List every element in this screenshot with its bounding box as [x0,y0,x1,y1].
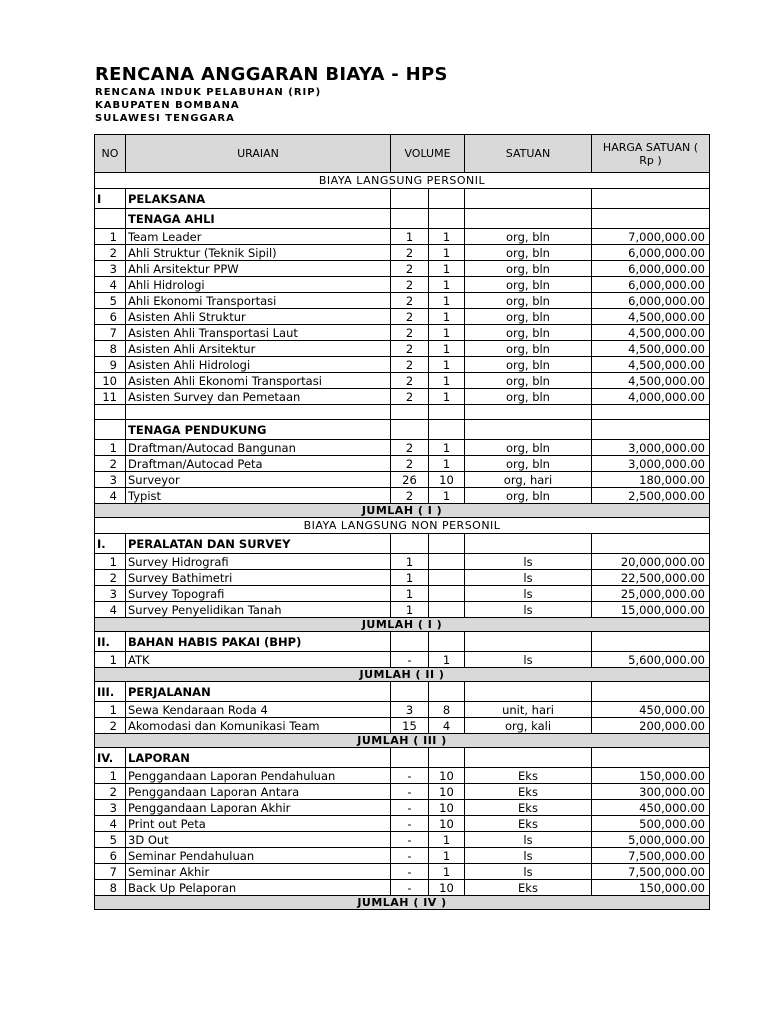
subtotal-label: JUMLAH ( II ) [95,668,710,682]
row-harga-satuan: 4,500,000.00 [592,357,710,373]
row-uraian: Penggandaan Laporan Akhir [126,800,391,816]
row-satuan: org, bln [465,440,592,456]
row-satuan: org, bln [465,389,592,405]
group-row [95,748,710,768]
empty-cell [391,748,429,768]
row-uraian: Asisten Survey dan Pemetaan [126,389,391,405]
table-header-row [95,135,710,173]
row-uraian: Print out Peta [126,816,391,832]
row-harga-satuan: 5,000,000.00 [592,832,710,848]
row-volume-qty: 1 [391,570,429,586]
group-title: BAHAN HABIS PAKAI (BHP) [126,632,391,652]
row-volume-qty: - [391,816,429,832]
row-volume-qty: 2 [391,277,429,293]
row-number: 1 [95,440,126,456]
row-uraian: Penggandaan Laporan Antara [126,784,391,800]
row-number: 2 [95,245,126,261]
row-volume-duration: 1 [429,832,465,848]
subtotal-label: JUMLAH ( III ) [95,734,710,748]
empty-cell [592,534,710,554]
row-satuan: ls [465,652,592,668]
row-volume-qty: 2 [391,357,429,373]
table-row [95,768,710,784]
row-volume-duration [429,570,465,586]
subtotal-label: JUMLAH ( IV ) [95,896,710,910]
group-number [95,209,126,229]
empty-cell [465,534,592,554]
table-row [95,440,710,456]
group-number: III. [95,682,126,702]
table-row [95,309,710,325]
blank-row [95,405,710,420]
empty-cell [391,189,429,209]
row-volume-duration: 1 [429,293,465,309]
empty-cell [592,682,710,702]
row-number: 4 [95,277,126,293]
table-row [95,586,710,602]
row-uraian: Asisten Ahli Struktur [126,309,391,325]
empty-cell [429,534,465,554]
row-satuan: org, hari [465,472,592,488]
row-number: 3 [95,261,126,277]
section-row [95,518,710,534]
row-satuan: org, kali [465,718,592,734]
row-harga-satuan: 500,000.00 [592,816,710,832]
row-uraian: Draftman/Autocad Bangunan [126,440,391,456]
row-volume-duration: 1 [429,864,465,880]
row-harga-satuan: 3,000,000.00 [592,440,710,456]
row-satuan: ls [465,570,592,586]
table-row [95,293,710,309]
row-volume-qty: - [391,768,429,784]
row-harga-satuan: 200,000.00 [592,718,710,734]
header-no: NO [95,135,126,173]
row-volume-duration: 10 [429,784,465,800]
row-harga-satuan: 2,500,000.00 [592,488,710,504]
row-satuan: org, bln [465,261,592,277]
row-uraian: Ahli Arsitektur PPW [126,261,391,277]
row-satuan: org, bln [465,341,592,357]
header-volume: VOLUME [391,135,465,173]
empty-cell [429,420,465,440]
empty-cell [592,748,710,768]
subtotal-row [95,734,710,748]
table-row [95,702,710,718]
table-row [95,277,710,293]
row-satuan: unit, hari [465,702,592,718]
row-number: 4 [95,602,126,618]
row-number: 6 [95,848,126,864]
row-satuan: org, bln [465,456,592,472]
header-harga-satuan: HARGA SATUAN ( Rp ) [592,135,710,173]
row-volume-qty: - [391,880,429,896]
row-volume-qty: 2 [391,373,429,389]
empty-cell [429,209,465,229]
row-harga-satuan: 450,000.00 [592,800,710,816]
subtotal-row [95,668,710,682]
row-harga-satuan: 4,500,000.00 [592,325,710,341]
row-uraian: Typist [126,488,391,504]
empty-cell [465,420,592,440]
row-satuan: ls [465,586,592,602]
row-number: 1 [95,768,126,784]
group-title: LAPORAN [126,748,391,768]
row-harga-satuan: 6,000,000.00 [592,245,710,261]
row-number: 1 [95,229,126,245]
row-number: 7 [95,864,126,880]
subtotal-row [95,618,710,632]
empty-cell [391,682,429,702]
table-row [95,341,710,357]
row-number: 8 [95,880,126,896]
row-uraian: Survey Topografi [126,586,391,602]
row-volume-duration: 1 [429,229,465,245]
row-number: 6 [95,309,126,325]
row-satuan: ls [465,554,592,570]
empty-cell [391,420,429,440]
row-uraian: Akomodasi dan Komunikasi Team [126,718,391,734]
empty-cell [592,189,710,209]
row-uraian: Draftman/Autocad Peta [126,456,391,472]
row-uraian: Survey Hidrografi [126,554,391,570]
row-satuan: org, bln [465,293,592,309]
row-volume-duration: 10 [429,880,465,896]
empty-cell [391,405,429,420]
row-harga-satuan: 150,000.00 [592,768,710,784]
row-volume-duration: 1 [429,245,465,261]
row-satuan: Eks [465,768,592,784]
row-volume-qty: 1 [391,586,429,602]
row-volume-duration [429,586,465,602]
row-satuan: org, bln [465,309,592,325]
row-volume-qty: - [391,832,429,848]
row-volume-qty: - [391,784,429,800]
row-harga-satuan: 7,500,000.00 [592,848,710,864]
table-row [95,570,710,586]
budget-table [94,134,710,910]
row-satuan: org, bln [465,373,592,389]
table-row [95,880,710,896]
row-volume-qty: 2 [391,341,429,357]
header-satuan: SATUAN [465,135,592,173]
table-row [95,718,710,734]
row-volume-qty: 26 [391,472,429,488]
table-row [95,816,710,832]
row-uraian: Ahli Ekonomi Transportasi [126,293,391,309]
group-title: TENAGA AHLI [126,209,391,229]
row-volume-qty: 15 [391,718,429,734]
table-row [95,261,710,277]
row-volume-duration: 10 [429,768,465,784]
row-volume-qty: - [391,800,429,816]
document-subtitle-regency: KABUPATEN BOMBANA [95,100,240,111]
row-satuan: org, bln [465,245,592,261]
row-uraian: Asisten Ahli Arsitektur [126,341,391,357]
budget-table-body [95,135,710,910]
row-harga-satuan: 4,500,000.00 [592,309,710,325]
row-volume-qty: 2 [391,245,429,261]
empty-cell [465,748,592,768]
row-harga-satuan: 5,600,000.00 [592,652,710,668]
empty-cell [391,632,429,652]
table-row [95,472,710,488]
row-volume-qty: - [391,848,429,864]
row-uraian: Ahli Hidrologi [126,277,391,293]
row-volume-qty: 2 [391,261,429,277]
table-row [95,602,710,618]
group-title: PERJALANAN [126,682,391,702]
row-uraian: Team Leader [126,229,391,245]
table-row [95,554,710,570]
group-number: I [95,189,126,209]
document-title: RENCANA ANGGARAN BIAYA - HPS [95,64,448,85]
row-harga-satuan: 7,000,000.00 [592,229,710,245]
empty-cell [429,682,465,702]
row-volume-duration: 4 [429,718,465,734]
table-row [95,832,710,848]
row-number: 3 [95,800,126,816]
row-volume-qty: 1 [391,602,429,618]
group-row [95,682,710,702]
row-satuan: org, bln [465,229,592,245]
row-volume-qty: 2 [391,325,429,341]
section-title: BIAYA LANGSUNG NON PERSONIL [95,518,710,534]
row-number: 1 [95,652,126,668]
group-number [95,420,126,440]
row-satuan: org, bln [465,357,592,373]
table-row [95,229,710,245]
row-uraian: Surveyor [126,472,391,488]
row-number: 1 [95,702,126,718]
table-row [95,784,710,800]
row-uraian: Survey Bathimetri [126,570,391,586]
empty-cell [95,405,126,420]
empty-cell [465,209,592,229]
row-uraian: Penggandaan Laporan Pendahuluan [126,768,391,784]
row-uraian: Ahli Struktur (Teknik Sipil) [126,245,391,261]
row-volume-duration: 1 [429,373,465,389]
row-number: 10 [95,373,126,389]
row-number: 4 [95,488,126,504]
row-volume-duration: 1 [429,357,465,373]
row-number: 3 [95,472,126,488]
group-title: TENAGA PENDUKUNG [126,420,391,440]
row-satuan: ls [465,602,592,618]
row-volume-qty: - [391,652,429,668]
row-volume-duration: 1 [429,389,465,405]
row-harga-satuan: 7,500,000.00 [592,864,710,880]
row-harga-satuan: 4,000,000.00 [592,389,710,405]
row-harga-satuan: 4,500,000.00 [592,373,710,389]
row-volume-duration: 8 [429,702,465,718]
empty-cell [465,632,592,652]
row-harga-satuan: 15,000,000.00 [592,602,710,618]
row-uraian: Asisten Ahli Ekonomi Transportasi [126,373,391,389]
empty-cell [592,420,710,440]
row-volume-duration: 1 [429,341,465,357]
empty-cell [429,632,465,652]
header-uraian: URAIAN [126,135,391,173]
row-volume-duration: 10 [429,472,465,488]
row-uraian: Asisten Ahli Hidrologi [126,357,391,373]
row-harga-satuan: 25,000,000.00 [592,586,710,602]
row-harga-satuan: 6,000,000.00 [592,277,710,293]
row-volume-qty: 2 [391,456,429,472]
row-harga-satuan: 3,000,000.00 [592,456,710,472]
row-uraian: ATK [126,652,391,668]
row-volume-duration: 1 [429,325,465,341]
row-volume-duration [429,554,465,570]
row-number: 9 [95,357,126,373]
row-volume-qty: 1 [391,554,429,570]
subtotal-row [95,896,710,910]
group-number: IV. [95,748,126,768]
row-volume-duration: 1 [429,488,465,504]
row-satuan: org, bln [465,488,592,504]
table-row [95,848,710,864]
row-uraian: 3D Out [126,832,391,848]
group-row [95,534,710,554]
empty-cell [592,209,710,229]
row-harga-satuan: 4,500,000.00 [592,341,710,357]
row-satuan: ls [465,848,592,864]
row-volume-duration: 1 [429,261,465,277]
section-title: BIAYA LANGSUNG PERSONIL [95,173,710,189]
row-volume-duration: 1 [429,652,465,668]
row-volume-duration: 10 [429,816,465,832]
row-volume-duration: 1 [429,440,465,456]
row-number: 4 [95,816,126,832]
table-row [95,488,710,504]
row-volume-qty: 2 [391,488,429,504]
row-harga-satuan: 20,000,000.00 [592,554,710,570]
group-title: PERALATAN DAN SURVEY [126,534,391,554]
row-volume-qty: 2 [391,389,429,405]
row-satuan: Eks [465,800,592,816]
row-volume-qty: 2 [391,293,429,309]
group-title: PELAKSANA [126,189,391,209]
row-number: 7 [95,325,126,341]
row-number: 2 [95,718,126,734]
row-uraian: Seminar Akhir [126,864,391,880]
row-number: 11 [95,389,126,405]
group-row [95,420,710,440]
row-volume-duration [429,602,465,618]
row-volume-qty: 2 [391,309,429,325]
empty-cell [126,405,391,420]
empty-cell [465,682,592,702]
table-row [95,373,710,389]
row-volume-duration: 1 [429,309,465,325]
empty-cell [465,405,592,420]
row-number: 2 [95,784,126,800]
row-satuan: Eks [465,880,592,896]
group-row [95,209,710,229]
row-harga-satuan: 22,500,000.00 [592,570,710,586]
document-subtitle-project: RENCANA INDUK PELABUHAN (RIP) [95,87,322,98]
subtotal-row [95,504,710,518]
row-volume-duration: 1 [429,456,465,472]
empty-cell [429,405,465,420]
table-row [95,800,710,816]
row-volume-qty: 1 [391,229,429,245]
empty-cell [429,189,465,209]
empty-cell [429,748,465,768]
row-harga-satuan: 150,000.00 [592,880,710,896]
row-uraian: Sewa Kendaraan Roda 4 [126,702,391,718]
empty-cell [391,534,429,554]
table-row [95,456,710,472]
subtotal-label: JUMLAH ( I ) [95,618,710,632]
row-harga-satuan: 300,000.00 [592,784,710,800]
row-satuan: Eks [465,816,592,832]
group-number: II. [95,632,126,652]
table-row [95,864,710,880]
row-number: 1 [95,554,126,570]
row-uraian: Back Up Pelaporan [126,880,391,896]
row-volume-qty: 2 [391,440,429,456]
empty-cell [465,189,592,209]
section-row [95,173,710,189]
row-satuan: Eks [465,784,592,800]
group-row [95,632,710,652]
row-satuan: ls [465,832,592,848]
row-number: 5 [95,832,126,848]
row-uraian: Survey Penyelidikan Tanah [126,602,391,618]
row-number: 8 [95,341,126,357]
group-number: I. [95,534,126,554]
row-harga-satuan: 450,000.00 [592,702,710,718]
empty-cell [592,405,710,420]
table-row [95,357,710,373]
row-volume-duration: 10 [429,800,465,816]
group-row [95,189,710,209]
row-harga-satuan: 6,000,000.00 [592,261,710,277]
table-row [95,325,710,341]
row-uraian: Seminar Pendahuluan [126,848,391,864]
row-harga-satuan: 180,000.00 [592,472,710,488]
row-volume-duration: 1 [429,848,465,864]
table-row [95,245,710,261]
row-uraian: Asisten Ahli Transportasi Laut [126,325,391,341]
row-number: 2 [95,570,126,586]
row-number: 2 [95,456,126,472]
row-harga-satuan: 6,000,000.00 [592,293,710,309]
document-subtitle-province: SULAWESI TENGGARA [95,113,235,124]
row-satuan: org, bln [465,325,592,341]
row-satuan: ls [465,864,592,880]
empty-cell [592,632,710,652]
row-number: 3 [95,586,126,602]
row-number: 5 [95,293,126,309]
row-volume-duration: 1 [429,277,465,293]
row-volume-qty: - [391,864,429,880]
table-row [95,652,710,668]
row-volume-qty: 3 [391,702,429,718]
subtotal-label: JUMLAH ( I ) [95,504,710,518]
table-row [95,389,710,405]
row-satuan: org, bln [465,277,592,293]
empty-cell [391,209,429,229]
